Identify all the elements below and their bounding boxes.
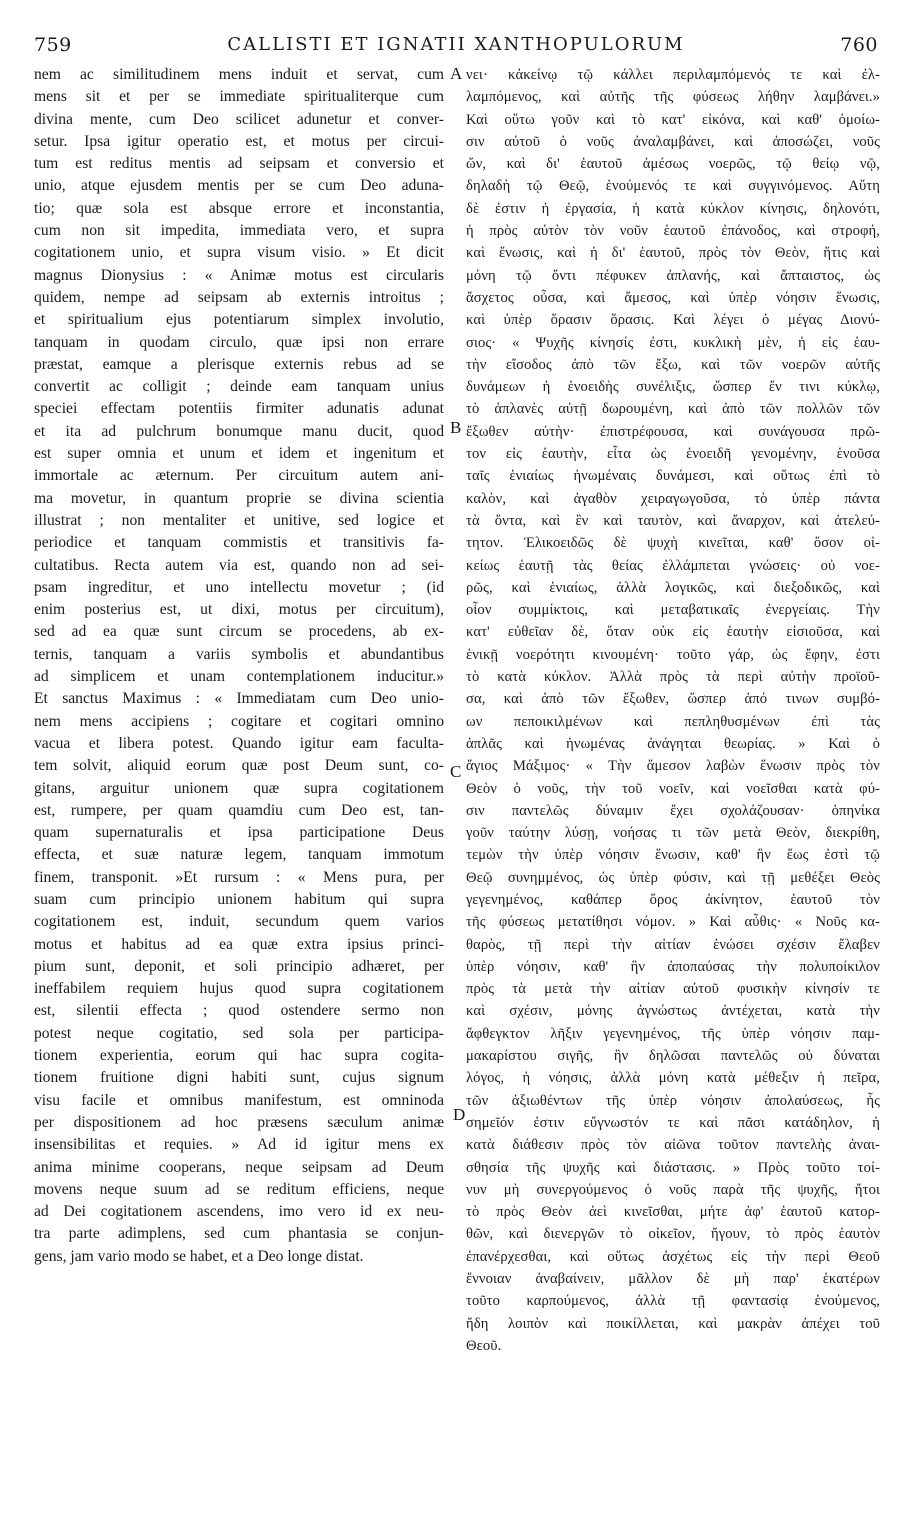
text-line: ma movetur, in quantum proprie se divina scientia [34, 489, 444, 507]
text-line: τητον. Ἑλικοειδῶς δὲ ψυχὴ κινεῖται, καθ' ὅσον οἰ- [466, 535, 880, 552]
page-number-left: 759 [34, 34, 72, 56]
text-line: ternis, tanquam a variis symbolis et abundantibus [34, 645, 444, 663]
section-marker-b: B [450, 418, 462, 437]
text-line: Et sanctus Maximus : « Immediatam cum Deo unio- [34, 690, 444, 708]
text-line: Θεοῦ. [466, 1337, 502, 1354]
section-marker-c: C [450, 762, 462, 781]
text-line: δυνάμεων ἡ ἑνοειδὴς συνέλιξις, ὥσπερ ἔν τινι κύκλῳ, [466, 379, 880, 396]
text-line: τὸ ἀπλανὲς αὐτῇ δωρουμένη, καὶ ἀπὸ τῶν πολλῶν τῶν [466, 401, 880, 418]
text-line: setur. Ipsa igitur operatio est, et motus per circui- [34, 132, 444, 150]
text-line: Θεὸν ὁ νοῦς, τὴν τοῦ νοεῖν, καὶ νοεῖσθαι κατὰ φύ- [466, 780, 880, 797]
text-line: γεγενημένος, καθάπερ ὅρος ἀκίνητον, ἑαυτοῦ τὸν [466, 891, 880, 908]
text-line: ad Dei cogitationem ascendens, imo vero id ex neu- [34, 1203, 444, 1221]
greek-column [466, 64, 880, 1357]
text-line: λαμπόμενος, καὶ αὐτῆς τῆς φύσεως λήθην λαμβάνει.» [466, 89, 880, 106]
text-line: tionem experientia, eorum qui hac supra cogita- [34, 1047, 444, 1065]
text-line: tanquam in quodam circulo, quæ ipsi non errare [34, 333, 444, 351]
text-line: convertit ac colligit ; deinde eam tanquam unius [34, 378, 444, 396]
text-line: finem, transponit. »Et rursum : « Mens pura, per [34, 868, 444, 886]
text-line: quam supernaturalis et ipsa participatione Deus [34, 824, 444, 842]
text-line: ἄφθεγκτον λῆξιν γεγενημένος, τῆς ὑπὲρ νόησιν παμ- [466, 1025, 880, 1042]
text-line: ἅγιος Μάξιμος· « Τὴν ἄμεσον λαβὼν ἕνωσιν πρὸς τὸν [466, 758, 880, 775]
text-line: movens neque suum ad se reditum efficiens, neque [34, 1180, 444, 1198]
text-line: tio; quæ sola est absque errore et inconstantia, [34, 199, 444, 217]
text-line: ἡ πρὸς αὐτὸν τὸν νοῦν ἑαυτοῦ ἐπάνοδος, καὶ στροφή, [466, 223, 880, 240]
text-line: ἤδη λοιπὸν καὶ ποικίλλεται, καὶ μακρὰν ἀπέχει τοῦ [466, 1315, 880, 1332]
text-line: psam ingreditur, et uno intellectu movetur ; (id [34, 578, 444, 596]
text-line: et ita ad pulchrum bonumque manu ducit, quod [34, 422, 444, 440]
text-line: σιν παντελῶς δύναμιν ἔχει σχολάζουσαν· ὁπηνίκα [466, 802, 880, 819]
text-line: est super omnia et unum et idem et ingenitum et [34, 445, 444, 463]
text-line: divina mente, cum Deo scilicet adunetur et conver- [34, 110, 444, 128]
text-line: θαρὸς, τῇ περὶ τὴν αἰτίαν ἑνώσει σχέσιν ἔλαβεν [466, 936, 880, 953]
text-line: ὑπὲρ νόησιν, καθ' ἣν ἀποπαύσας τὴν πολυποίκιλον [466, 958, 880, 975]
text-line: τὸ κατὰ κύκλον. Ἀλλὰ πρὸς τὰ περὶ αὐτὴν προϊοῦ- [466, 669, 880, 686]
text-line: κατὰ διάθεσιν πρὸς τὸν αἰῶνα τοῦτον παντελὴς ἀναι- [466, 1137, 880, 1154]
text-line: gitans, arguitur unionem quæ supra cogitationem [34, 779, 444, 797]
text-line: τοῦτο καρπούμενος, ἀλλὰ τῇ φαντασίᾳ ἑνούμενος, [466, 1293, 880, 1310]
text-line: ων πεποικιλμένων καὶ πεπληθυσμένων ἐπὶ τὰς [466, 713, 880, 730]
text-line: tem solvit, aliquid eorum quæ post Deum sunt, co- [34, 757, 444, 775]
text-line: suam cum principio unionem habitum qui supra [34, 890, 444, 908]
text-line: est, silentii effecta ; quod ostendere sermo non [34, 1002, 444, 1020]
text-line: ἔξωθεν αὐτὴν· ἐπιστρέφουσα, καὶ συνάγουσα πρῶ- [466, 423, 880, 440]
text-line: θῶν, καὶ διενεργῶν τὸ οἰκεῖον, ἤγουν, τὸ πρὸς ἑαυτὸν [466, 1226, 880, 1243]
text-line: effecta, et suæ naturæ legem, tanquam immotum [34, 846, 444, 864]
text-line: οἷον συμμίκτοις, καὶ μεταβατικαῖς ἐνεργείαις. Τὴν [466, 602, 880, 619]
text-line: motus et habitus ad ea quæ extra ipsius princi- [34, 935, 444, 953]
text-line: unio, atque ejusdem mentis per se cum Deo aduna- [34, 177, 444, 195]
text-line: cogitationem unio, et supra visum visio. » Et dicit [34, 244, 444, 262]
page-number-right: 760 [840, 34, 878, 56]
text-line: immortale ac æternum. Per circuitum autem ani- [34, 467, 444, 485]
section-marker-d: D [453, 1105, 466, 1124]
text-line: ρῶς, καὶ ἑνιαίως, ἀλλὰ λογικῶς, καὶ διεξοδικῶς, καὶ [466, 579, 880, 596]
text-line: gens, jam vario modo se habet, et a Deo longe distat. [34, 1247, 364, 1265]
text-line: quidem, nempe ad seipsam ab externis introitus ; [34, 288, 444, 306]
text-line: τῆς φύσεως μετατίθησι νόμον. » Καὶ αὖθις· « Νοῦς κα- [466, 914, 880, 931]
text-line: τον εἰς ἑαυτὴν, εἶτα ὡς ἑνοειδῆ γενομένην, ἑνοῦσα [466, 446, 880, 463]
text-line: κείως ἑαυτῇ τὰς θείας ἐλλάμπεται γνώσεις· οὐ νοε- [466, 557, 880, 574]
text-line: Καὶ οὕτω γοῦν καὶ τὸ κατ' εἰκόνα, καὶ καθ' ὁμοίω- [466, 111, 880, 128]
text-line: anima minime cooperans, neque seipsam ad Deum [34, 1158, 444, 1176]
text-line: κατ' εὐθεῖαν δὲ, ὅταν οὐκ εἰς ἑαυτὴν εἰσιοῦσα, καὶ [466, 624, 880, 641]
text-line: δηλαδὴ τῷ Θεῷ, ἑνούμενός τε καὶ συγγινόμενος. Αὕτη [466, 178, 880, 195]
text-line: præstat, eamque a plerisque externis rebus ad se [34, 355, 444, 373]
text-line: τὰ ὄντα, καὶ ἓν καὶ ταυτὸν, καὶ ἄναρχον, καὶ ἀτελεύ- [466, 512, 880, 529]
text-line: μακαρίστου σιγῆς, ἣν δηλῶσαι παντελῶς οὐ δύναται [466, 1048, 880, 1065]
text-line: τὴν εἴσοδος ἀπὸ τῶν ἔξω, καὶ τῶν νοερῶν αὐτῆς [466, 356, 880, 373]
text-line: καὶ σχέσιν, μόνης ἀγνώστως ἀντέχεται, κατὰ τὴν [466, 1003, 880, 1020]
text-line: σιν αὐτοῦ ὁ νοῦς ἀναλαμβάνει, καὶ ἀποσώζει, νοῦς [466, 133, 880, 150]
text-line: καλὸν, καὶ ἀγαθὸν χειραγωγοῦσα, τὸ ὑπὲρ πάντα [466, 490, 880, 507]
text-line: τεμὼν τὴν ὑπὲρ νόησιν ἕνωσιν, καθ' ἣν ἕως ἐστὶ τῷ [466, 847, 880, 864]
text-line: per dispositionem ad hoc præsens sæculum animæ [34, 1113, 444, 1131]
text-line: sed ad ea quæ sunt circum se procedens, ab ex- [34, 623, 444, 641]
text-line: σιος· « Ψυχῆς κίνησίς ἐστι, κυκλικὴ μὲν, ἡ εἰς ἑαυ- [466, 334, 880, 351]
text-line: σθησία τῆς ψυχῆς καὶ διάστασις. » Πρὸς τοῦτο τοί- [466, 1159, 880, 1176]
text-line: λόγος, ἡ νόησις, ἀλλὰ μόνη κατὰ μέθεξιν ἡ πεῖρα, [466, 1070, 880, 1087]
running-title: CALLISTI ET IGNATII XANTHOPULORUM [227, 34, 685, 55]
text-line: speciei effectam potentiis firmiter adunatis adunat [34, 400, 444, 418]
text-line: σημεῖόν ἐστιν εὔγνωστόν τε καὶ πᾶσι κατάδηλον, ἡ [466, 1114, 880, 1131]
text-line: periodice et tanquam commistis et transitivis fa- [34, 534, 444, 552]
text-line: tionem fruitione digni habiti sunt, cujus signum [34, 1069, 444, 1087]
text-line: τῶν ἀξιωθέντων τῆς ὑπὲρ νόησιν ἀπολαύσεως, ἧς [466, 1092, 880, 1109]
text-line: ἐπανέρχεσθαι, καὶ οὕτως ἀσχέτως εἰς τὴν περὶ Θεοῦ [466, 1248, 880, 1265]
text-line: tra parte adimplens, sed cum phantasia se conjun- [34, 1225, 444, 1243]
text-line: ineffabilem requiem hujus quod supra cogitationem [34, 980, 444, 998]
text-line: ὤν, καὶ δι' ἑαυτοῦ ἀμέσως νοερῶς, τῷ θείῳ νῷ, [466, 156, 880, 173]
text-line: Θεῷ συνημμένος, ὡς ὑπὲρ φύσιν, καὶ τῇ μεθέξει Θεὸς [466, 869, 880, 886]
text-line: illustrat ; non mentaliter et unitive, sed logice et [34, 511, 444, 529]
text-line: nem ac similitudinem mens induit et servat, cum [34, 66, 444, 83]
text-line: magnus Dionysius : « Animæ motus est circularis [34, 266, 444, 284]
text-line: cogitationem est, induit, secundum quem varios [34, 913, 444, 931]
text-line: tum est reditus mentis ad seipsam et conversio et [34, 155, 444, 173]
text-line: ταῖς ἑνιαίως ἡνωμέναις δυνάμεσι, καὶ οὕτως ἐπὶ τὸ [466, 468, 880, 485]
text-line: γοῦν ταύτην λύσῃ, νοήσας τι τῶν μετὰ Θεὸν, διεκρίθη, [466, 825, 880, 842]
text-line: insensibilitas et requies. » Ad id igitur mens ex [34, 1136, 444, 1154]
text-line: ἔννοιαν ἀναβαίνειν, μᾶλλον δὲ μὴ παρ' ἑκατέρων [466, 1271, 880, 1288]
text-line: est, rumpere, per quam quamdiu cum Deo est, tan- [34, 801, 444, 819]
text-line: ad simplicem et unam contemplationem inducitur.» [34, 668, 444, 686]
section-marker-a: A [450, 64, 463, 83]
text-line: τὸ πρὸς Θεὸν ἀεὶ κινεῖσθαι, μήτε ἀφ' ἑαυτοῦ κατορ- [466, 1204, 880, 1221]
text-line: enim posterius est, ut dixi, motus per circuitum), [34, 601, 444, 619]
text-line: ἄσχετος οὖσα, καὶ ἄμεσος, καὶ ὑπὲρ νόησιν ἕνωσις, [466, 289, 880, 306]
text-line: vacua et libera potest. Quando igitur eam facultа- [34, 734, 444, 752]
text-line: nem mens accipiens ; cogitare et cogitari omnino [34, 712, 444, 730]
text-line: ἁπλᾶς καὶ ἡνωμένας ἀνάγηται θεωρίας. » Καὶ ὁ [466, 735, 880, 752]
text-line: potest neque cogitatio, sed sola per participa- [34, 1024, 444, 1042]
text-line: visu facile et omnibus manifestum, est omninoda [34, 1091, 444, 1109]
text-line: μόνη τῷ ὄντι πέφυκεν ἀπλανής, καὶ ἄπταιστος, ὡς [466, 267, 880, 284]
text-line: cum non sit impedita, immediata vero, et supra [34, 222, 444, 240]
text-line: νει· κἀκείνῳ τῷ κάλλει περιλαμπόμενός τε καὶ ἐλ- [466, 67, 880, 83]
text-line: cultatibus. Recta autem via est, quando non ad sei- [34, 556, 444, 574]
text-line: πρὸς τὰ μετὰ τὴν αἰτίαν αὐτοῦ φυσικὴν κίνησίν τε [466, 981, 880, 998]
text-line: mens sit et per se immediate spiritualiterque cum [34, 88, 444, 106]
text-line: σα, καὶ ἀπὸ τῶν ἔξωθεν, ὥσπερ ἀπό τινων συμβό- [466, 691, 880, 708]
text-line: pium sunt, deponit, et soli principio adhæret, per [34, 957, 444, 975]
text-line: καὶ ἕνωσις, καὶ ἡ δι' ἑαυτοῦ, πρὸς τὸν Θεὸν, ἥτις καὶ [466, 245, 880, 262]
page-header [34, 34, 878, 58]
text-line: καὶ ὑπὲρ ὅρασιν ὅρασις. Καὶ λέγει ὁ μέγας Διονύ- [466, 312, 880, 329]
text-line: νυν μὴ συνεργούμενος ὁ νοῦς παρὰ τῆς ψυχῆς, ἤτοι [466, 1181, 880, 1198]
text-line: et spiritualium ejus potentiarum simplex involutio, [34, 311, 444, 329]
text-line: δὲ ἐστιν ἡ ἐργασία, ἡ κατὰ κύκλον κίνησις, δηλονότι, [466, 200, 880, 217]
latin-column [34, 64, 444, 1268]
text-line: ἑνικῇ νοερότητι κινουμένη· τοῦτο γάρ, ὡς ἔφην, ἐστι [466, 646, 880, 663]
